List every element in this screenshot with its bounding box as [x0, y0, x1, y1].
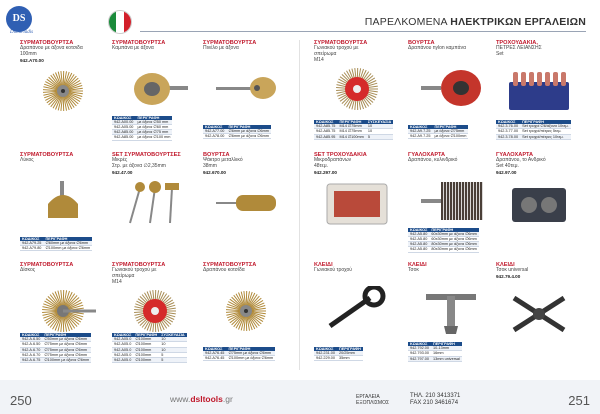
spec-table — [496, 120, 571, 140]
table-header: ΚΩΔΙΚΟΣ — [314, 120, 337, 124]
table-cell: 942.A.6.70 — [22, 347, 41, 352]
product-title: SET ΣΥΡΜΑΤΟΒΟΥΡΤΣΕΣ — [112, 152, 181, 158]
table-row — [408, 247, 479, 252]
table-row — [20, 241, 92, 246]
spec-table — [20, 333, 91, 363]
product-card[interactable] — [112, 40, 198, 146]
table-cell: ∅60mm με άξονα ∅6mm — [43, 241, 92, 246]
table-cell: 942.A05.0 — [112, 337, 133, 342]
product-image — [211, 64, 281, 119]
table-cell: M14 ∅100mm — [339, 134, 364, 139]
table-row — [112, 124, 172, 129]
table-header: ΚΩΔΙΚΟΣ — [314, 347, 337, 351]
table-cell: 942.A.6.50 — [22, 337, 41, 342]
table-cell: 942.A05.0 — [112, 358, 133, 363]
product-description: Μικρές — [112, 157, 128, 164]
table-cell: 942.A00.00 — [114, 119, 134, 124]
table-cell: 942.A5.80 — [408, 232, 429, 237]
product-code: 942.47.00 — [112, 170, 133, 175]
table-cell: 80x30mm με άξονα ∅6mm — [431, 242, 477, 247]
table-cell: 942.3.77.00 — [498, 129, 519, 134]
table-cell: ∅100mm — [133, 347, 159, 352]
spec-table — [314, 347, 363, 362]
table-row — [314, 134, 393, 139]
table-row — [408, 129, 468, 134]
table-cell: Set τροχοί/πέτρες 5τεμ. — [520, 129, 571, 134]
table-header: ΚΩΔΙΚΟΣ — [408, 125, 432, 129]
product-card[interactable] — [496, 152, 582, 258]
table-cell: 942.A.6.50 — [22, 342, 41, 347]
product-description: Set 40τεμ. — [496, 163, 519, 170]
contact-info: ΤΗΛ. 210 3413371 FAX 210 3461674 — [410, 393, 461, 406]
spec-table — [314, 120, 393, 140]
product-code: 942.97.00 — [496, 170, 517, 175]
table-cell: 942.A85.75 — [316, 129, 336, 134]
table-header: ΚΩΔΙΚΟΣ — [203, 125, 226, 129]
table-cell: ∅75mm με άξονα ∅6mm — [226, 351, 275, 356]
table-cell: 942.A9.7.25 — [410, 133, 431, 138]
table-cell: ∅100mm — [133, 337, 159, 342]
table-cell: 942.A77.00 — [205, 128, 225, 133]
table-header: ΚΩΔΙΚΟΣ — [112, 116, 135, 120]
product-description: Τσοκ universal — [496, 267, 529, 274]
table-row — [112, 135, 172, 140]
spec-table — [408, 342, 462, 362]
product-card[interactable] — [314, 262, 400, 368]
product-description: σπείρωμα — [314, 51, 337, 58]
product-title: ΚΛΕΙΔΙ — [314, 262, 333, 268]
table-header: ΠΕΡΙΓΡΑΦΗ — [43, 237, 92, 241]
table-header: ΠΕΡΙΓΡΑΦΗ — [226, 347, 275, 351]
table-cell: 20/25mm — [337, 351, 363, 356]
table-cell: 16mm — [431, 351, 462, 356]
table-cell: ∅6mm με άξονα ∅6mm — [228, 133, 269, 138]
product-code: 942.297.00 — [314, 170, 337, 175]
product-card[interactable] — [314, 40, 400, 146]
product-title: ΒΟΥΡΤΣΑ — [408, 40, 435, 46]
table-header: ΚΩΔΙΚΟΣ — [408, 342, 431, 346]
product-image — [28, 176, 98, 231]
table-cell: 942.A05.0 — [112, 347, 133, 352]
table-cell: 5 — [159, 352, 186, 357]
table-cell: 10 — [159, 337, 186, 342]
product-description: Δραπάνου nylon καμπάνα — [408, 45, 466, 52]
product-image — [322, 286, 392, 341]
product-card[interactable] — [203, 262, 289, 368]
table-header: ΠΕΡΙΓΡΑΦΗ — [432, 125, 468, 129]
table-cell: με άξονα ∅75 mm — [135, 130, 172, 135]
table-cell: 942.A05.0 — [112, 342, 133, 347]
table-header: ΚΩΔΙΚΟΣ — [496, 120, 520, 124]
table-cell: Set τροχοί/πέτρες 10τεμ. — [520, 134, 571, 139]
website-link[interactable]: www.dsltools.gr — [170, 394, 233, 404]
italy-flag-icon — [108, 10, 132, 34]
product-description: Τσοκ — [408, 267, 419, 274]
product-card[interactable] — [496, 262, 582, 368]
table-cell: 10 — [159, 342, 186, 347]
table-row — [408, 236, 479, 241]
table-header: ΚΩΔΙΚΟΣ — [20, 237, 43, 241]
table-header: ΚΩΔΙΚΟΣ — [20, 333, 42, 337]
table-cell: 35mm — [337, 355, 363, 360]
table-cell: 10 — [366, 129, 393, 134]
product-description: 38mm — [203, 163, 217, 170]
product-image — [322, 178, 392, 233]
table-header: ΠΕΡΙΓΡΑΦΗ — [226, 125, 271, 129]
page-title: ΠΑΡΕΛΚΟΜΕΝΑ ΗΛΕΚΤΡΙΚΩΝ ΕΡΓΑΛΕΙΩΝ — [364, 16, 586, 28]
product-card[interactable] — [20, 152, 106, 258]
table-row — [408, 356, 462, 361]
product-title: SET ΤΡΟΧΟΥΔΑΚΙΑ — [314, 152, 367, 158]
product-description: Στρ. με άξονα ∅2,35mm — [112, 163, 166, 170]
footer-bar — [0, 380, 600, 414]
table-header: ΠΕΡΙΓΡΑΦΗ — [135, 116, 172, 120]
product-title: ΣΥΡΜΑΤΟΒΟΥΡΤΣΑ — [20, 152, 74, 158]
table-row — [203, 355, 275, 360]
product-description: Δραπάνου, κυλινδρικό — [408, 157, 458, 164]
table-row — [203, 351, 275, 356]
table-cell: 942.A79.25 — [22, 240, 42, 245]
table-row — [20, 358, 91, 363]
table-row — [314, 355, 363, 360]
table-cell: ∅100mm με άξονα ∅6mm — [44, 358, 90, 363]
table-cell: 942.A85.95 — [316, 134, 336, 139]
spec-table — [20, 237, 92, 252]
table-cell: 942.A05.00 — [114, 124, 134, 129]
ds-logo: DS — [6, 6, 32, 32]
table-cell: 942.797.00 — [410, 356, 430, 361]
table-row — [203, 129, 271, 134]
table-row — [20, 352, 91, 357]
table-cell: με άξονα ∅100 mm — [137, 135, 171, 140]
product-image — [416, 176, 486, 231]
table-cell: ∅100mm — [133, 358, 159, 363]
product-card[interactable] — [496, 40, 582, 146]
table-cell: ∅50mm με άξονα ∅6mm — [42, 337, 91, 342]
product-description: 100mm — [20, 51, 37, 58]
table-cell: 942.A79.80 — [22, 245, 42, 250]
table-cell: με άξονα ∅100mm — [434, 133, 467, 138]
product-description: Καμπάνα με άξονα — [112, 45, 154, 52]
table-row — [496, 129, 571, 134]
product-image — [416, 64, 486, 119]
product-description: Ψάκτρο μεταλλικό — [203, 157, 243, 164]
product-title: ΤΡΟΧΟΥΔΑΚΙΑ, — [496, 40, 538, 46]
table-cell: 942.A85.75 — [316, 124, 336, 129]
table-header: ΠΕΡΙΓΡΑΦΗ — [135, 333, 158, 337]
product-description: 48τεμ. — [314, 163, 329, 170]
table-cell: 942.A05.0 — [112, 352, 133, 357]
product-image — [504, 178, 574, 233]
table-cell: ∅75mm με άξονα ∅6mm — [42, 342, 91, 347]
table-cell: ∅100mm — [133, 352, 159, 357]
product-description: M14 — [314, 57, 324, 63]
table-cell: 942.231.00 — [316, 350, 336, 355]
product-description: σπείρωμα — [112, 273, 135, 280]
table-cell: M14 ∅75mm — [337, 129, 365, 134]
product-card[interactable] — [20, 262, 106, 368]
table-cell: 10-13mm — [431, 346, 462, 351]
table-row — [20, 337, 91, 342]
table-cell: 942.3.78.00 — [498, 134, 519, 139]
product-image — [504, 288, 574, 343]
table-cell: Set τροχοί ∅6/άξονα 10τεμ. — [522, 124, 569, 129]
table-header: ΣΥΣΚΕΥΑΣΙΑ — [367, 120, 392, 124]
table-cell: M14 ∅75mm — [337, 124, 365, 129]
product-description: Set — [496, 51, 504, 58]
product-title: ΣΥΡΜΑΤΟΒΟΥΡΤΣΑ — [20, 40, 74, 46]
product-description: ΠΕΤΡΕΣ ΛΕΙΑΝΣΗΣ — [496, 45, 542, 52]
product-image — [504, 64, 574, 119]
product-description: Δραπάνου, το Ανδρικό — [496, 157, 546, 164]
product-title: ΣΥΡΜΑΤΟΒΟΥΡΤΣΑ — [203, 262, 257, 268]
product-image — [211, 178, 281, 233]
table-cell: 942.A76.45 — [205, 355, 225, 360]
table-cell: 10 — [159, 347, 186, 352]
table-row — [20, 342, 91, 347]
product-description: Μικροδραπάνων — [314, 157, 352, 164]
product-image — [322, 64, 392, 119]
header-rule — [140, 31, 586, 32]
product-title: ΓΥΑΛΟΧΑΡΤΑ — [408, 152, 446, 158]
table-header: ΠΕΡΙΓΡΑΦΗ — [42, 333, 91, 337]
product-description: Γωνιακού τροχού — [314, 267, 352, 274]
spec-table — [203, 125, 271, 140]
table-row — [112, 358, 187, 363]
table-cell: 942.A5.80 — [408, 236, 429, 241]
product-card[interactable] — [314, 152, 400, 258]
table-row — [112, 120, 172, 125]
table-cell: ∅75mm με άξονα ∅6mm — [42, 352, 91, 357]
product-image — [28, 66, 98, 121]
logo-tagline: Dimitriadis — [10, 30, 34, 35]
table-cell: ∅100mm με άξονα ∅6mm — [45, 245, 91, 250]
table-header: ΠΕΡΙΓΡΑΦΗ — [520, 120, 571, 124]
product-description: Δραπάνου κοτσίδα — [203, 267, 245, 274]
table-cell: 10 — [366, 124, 393, 129]
product-card[interactable] — [408, 152, 494, 258]
table-cell: με άξονα ∅75mm — [432, 129, 468, 134]
table-cell: ∅100mm με άξονα ∅6mm — [228, 355, 274, 360]
product-card[interactable] — [408, 40, 494, 146]
table-row — [112, 130, 172, 135]
product-title: ΓΥΑΛΟΧΑΡΤΑ — [496, 152, 534, 158]
spec-table — [112, 333, 187, 363]
table-header: ΚΩΔΙΚΟΣ — [114, 333, 132, 337]
table-row — [20, 347, 91, 352]
table-cell: 80x30mm με άξονα ∅6mm — [431, 247, 477, 252]
product-code: 942.670.00 — [203, 170, 226, 175]
table-cell: 5 — [159, 358, 186, 363]
spec-table — [408, 125, 468, 140]
table-cell: 942.A5.80 — [408, 247, 429, 252]
page-spine — [299, 40, 300, 370]
table-cell: με άξονα ∅60 mm — [135, 124, 172, 129]
table-cell: 942.A85.00 — [114, 130, 134, 135]
table-cell: 60x30mm με άξονα ∅6mm — [431, 236, 477, 241]
spec-table — [203, 347, 275, 362]
table-cell: ∅75mm με άξονα ∅6mm — [42, 347, 91, 352]
table-cell: 60x30mm με άξονα ∅6mm — [431, 231, 477, 236]
product-image — [211, 286, 281, 341]
table-header: ΠΕΡΙΓΡΑΦΗ — [339, 346, 361, 351]
table-row — [408, 133, 468, 138]
table-cell: με άξονα ∅50 mm — [135, 120, 172, 125]
table-row — [203, 133, 271, 138]
table-cell: 13mm universal — [433, 356, 460, 361]
product-title: ΣΥΡΜΑΤΟΒΟΥΡΤΣΑ — [112, 40, 166, 46]
table-cell: 942.229.00 — [316, 355, 336, 360]
product-image — [120, 64, 190, 119]
table-header: ΚΩΔΙΚΟΣ — [410, 227, 428, 232]
table-row — [496, 124, 571, 129]
product-title: ΣΥΡΜΑΤΟΒΟΥΡΤΣΑ — [20, 262, 74, 268]
product-description: Πινέλο με άξονα — [203, 45, 239, 52]
table-row — [20, 245, 92, 250]
table-cell: ∅100mm — [133, 342, 159, 347]
table-cell: 5 — [366, 134, 393, 139]
product-title: ΣΥΡΜΑΤΟΒΟΥΡΤΣΑ — [203, 40, 257, 46]
product-image — [416, 286, 486, 341]
table-row — [408, 232, 479, 237]
table-cell: ∅6mm με άξονα ∅6mm — [228, 128, 269, 133]
product-card[interactable] — [408, 262, 494, 368]
product-card[interactable] — [203, 152, 289, 258]
table-cell: 942.A.6.70 — [22, 352, 41, 357]
product-description: Γωνιακού τροχού με — [314, 45, 359, 52]
table-cell: 942.A9.7.25 — [410, 128, 431, 133]
product-card[interactable] — [112, 262, 198, 368]
table-cell: 942.A.6.75 — [22, 358, 41, 363]
product-title: ΣΥΡΜΑΤΟΒΟΥΡΤΣΑ — [112, 262, 166, 268]
page-number-left: 250 — [10, 393, 32, 408]
product-description: M14 — [112, 279, 122, 285]
table-cell: 942.A76.45 — [205, 350, 225, 355]
product-description: Δίσκος — [20, 267, 36, 274]
product-image — [120, 178, 190, 233]
table-header: ΠΕΡΙΓΡΑΦΗ — [431, 342, 462, 346]
product-title: ΚΛΕΙΔΙ — [408, 262, 427, 268]
table-cell: 942.793.00 — [410, 351, 430, 356]
table-cell: 942.792.00 — [410, 346, 430, 351]
product-card[interactable] — [20, 40, 106, 146]
product-card[interactable] — [203, 40, 289, 146]
spec-table — [408, 228, 479, 253]
table-header: ΚΩΔΙΚΟΣ — [203, 347, 226, 351]
table-row — [408, 242, 479, 247]
product-description: Λύκος — [20, 157, 34, 164]
product-title: ΒΟΥΡΤΣΑ — [203, 152, 230, 158]
table-header: ΠΕΡΙΓΡΑΦΗ — [429, 228, 478, 232]
table-cell: 942.3.76.00 — [498, 124, 519, 129]
table-row — [496, 134, 571, 139]
table-cell: 942.A85.00 — [114, 135, 134, 140]
product-code: 942.A70.00 — [20, 58, 44, 63]
table-header: ΠΕΡΙΓΡΑΦΗ — [337, 120, 365, 124]
product-description: Δραπάνου με άξονα κοτσιδα — [20, 45, 83, 52]
dealer-label: ΕΡΓΑΛΕΙΑ ΕΞΟΠΛΙΣΜΟΣ — [356, 394, 390, 406]
spec-table — [112, 116, 172, 141]
product-description: Γωνιακού τροχού με — [112, 267, 157, 274]
product-title: ΚΛΕΙΔΙ — [496, 262, 515, 268]
product-code: 942.79.4.00 — [496, 274, 521, 280]
table-cell: 942.A78.00 — [205, 133, 225, 138]
page-number-right: 251 — [568, 393, 590, 408]
table-cell: 942.A5.80 — [408, 242, 429, 247]
product-title: ΣΥΡΜΑΤΟΒΟΥΡΤΣΑ — [314, 40, 368, 46]
table-header: ΣΥΣΚΕΥΑΣΙΑ — [161, 333, 185, 337]
product-card[interactable] — [112, 152, 198, 258]
